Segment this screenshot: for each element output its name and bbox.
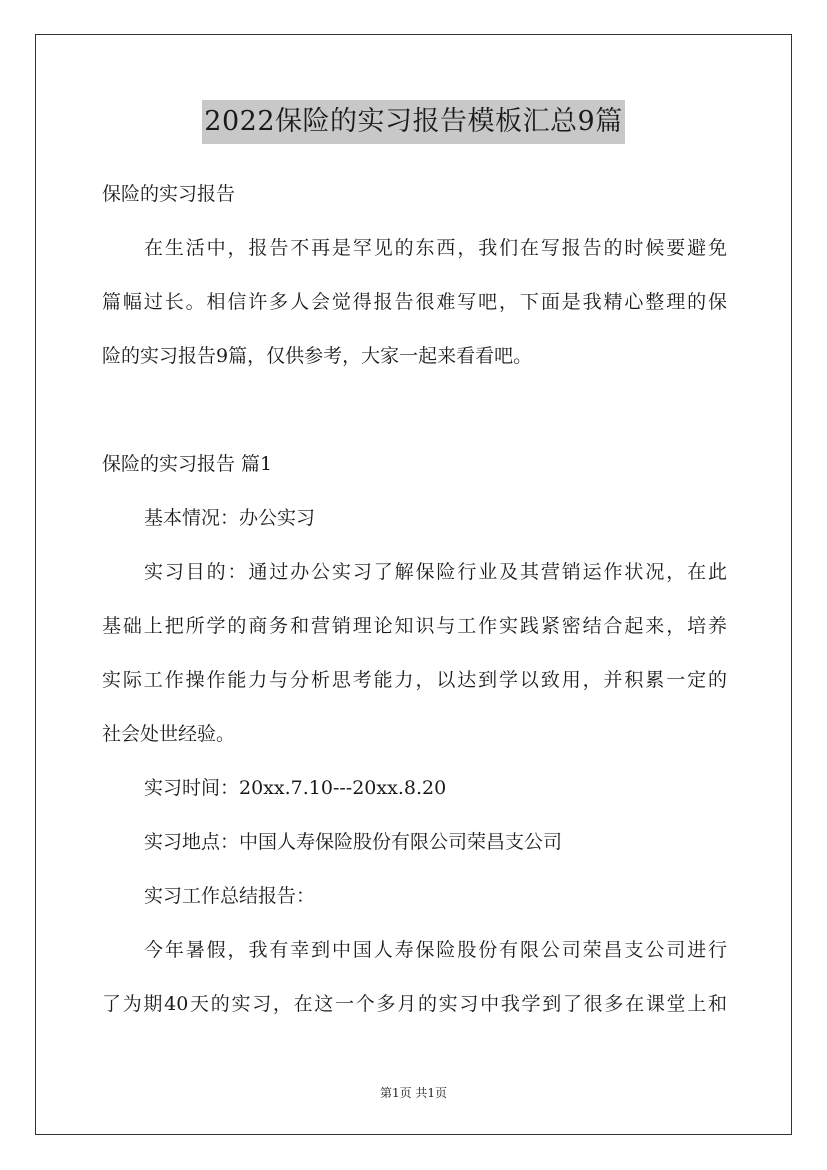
section-heading: 保险的实习报告 篇1: [102, 453, 273, 475]
paragraph-line: 基础上把所学的商务和营销理论知识与工作实践紧密结合起来，培养: [102, 615, 727, 637]
title-block: [0, 100, 827, 144]
paragraph-line: 实习地点：中国人寿保险股份有限公司荣昌支公司: [144, 831, 563, 853]
paragraph-line: 实际工作操作能力与分析思考能力，以达到学以致用，并积累一定的: [102, 669, 727, 691]
paragraph-line: 今年暑假，我有幸到中国人寿保险股份有限公司荣昌支公司进行: [144, 939, 727, 961]
paragraph-line: 实习工作总结报告：: [144, 885, 316, 907]
paragraph-line: 基本情况：办公实习: [144, 507, 316, 529]
paragraph-line: 险的实习报告9篇，仅供参考，大家一起来看看吧。: [102, 345, 533, 367]
paragraph-line: 了为期40天的实习，在这一个多月的实习中我学到了很多在课堂上和: [102, 993, 727, 1015]
paragraph-line: 实习目的：通过办公实习了解保险行业及其营销运作状况，在此: [144, 561, 727, 583]
document-title: 2022保险的实习报告模板汇总9篇: [202, 100, 624, 144]
paragraph-line: 实习时间：20xx.7.10---20xx.8.20: [144, 777, 447, 799]
paragraph-line: 在生活中，报告不再是罕见的东西，我们在写报告的时候要避免: [144, 237, 727, 259]
section-heading: 保险的实习报告: [102, 183, 236, 205]
paragraph-line: 篇幅过长。相信许多人会觉得报告很难写吧，下面是我精心整理的保: [102, 291, 727, 313]
paragraph-line: 社会处世经验。: [102, 723, 236, 745]
page-footer: 第1页 共1页: [379, 1086, 448, 1100]
